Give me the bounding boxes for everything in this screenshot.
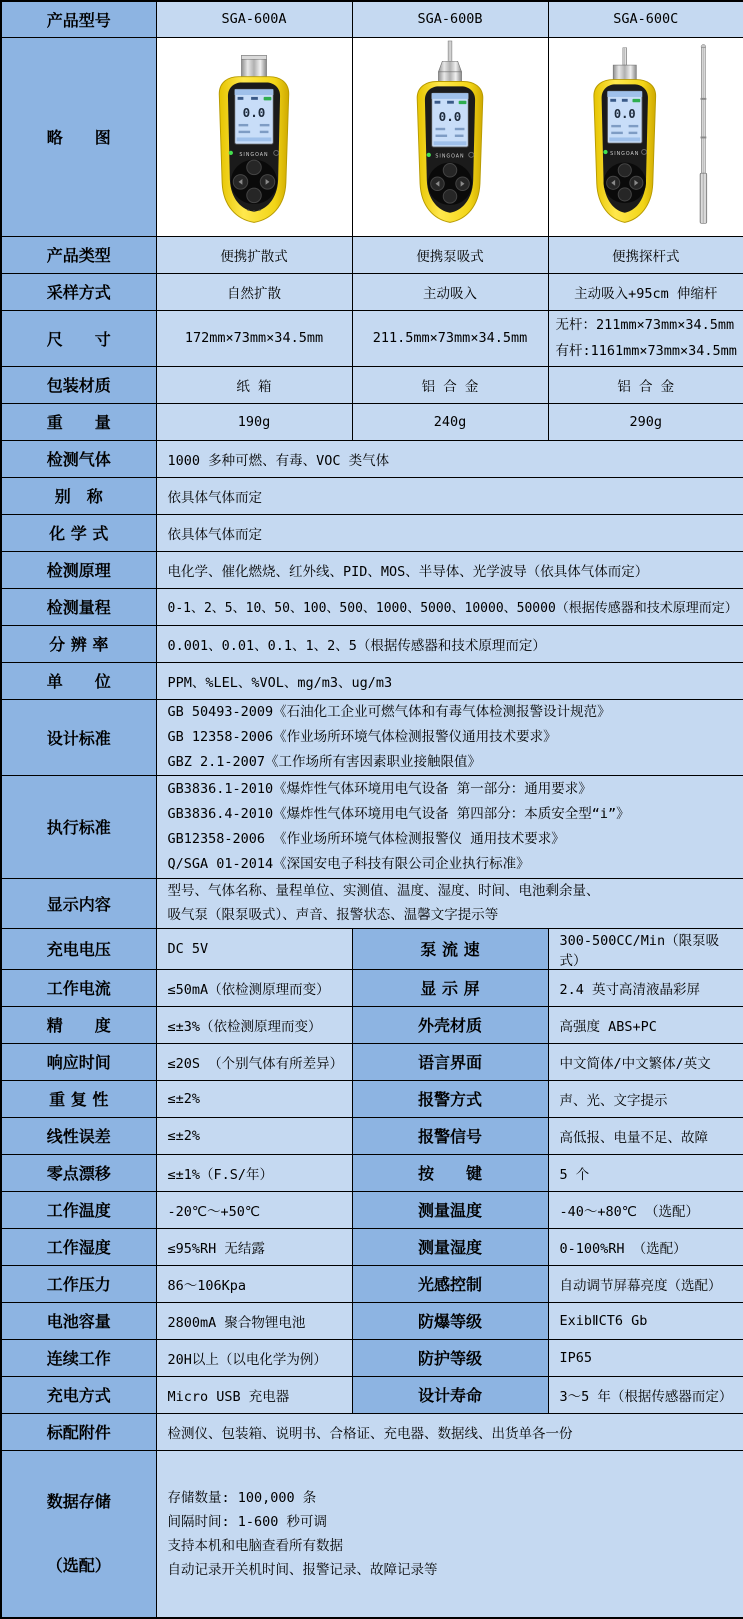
row-label: 采样方式	[1, 273, 156, 310]
screen-reading: 0.0	[242, 105, 266, 121]
spec-value-left: ≤50mA（依检测原理而变）	[156, 969, 352, 1006]
spec-label-left: 工作压力	[1, 1265, 156, 1302]
status-led	[427, 153, 431, 157]
cell-value: 0-1、2、5、10、50、100、500、1000、5000、10000、50000（根据传感器和技术原理而定）	[156, 588, 743, 625]
cell-value: 172mm×73mm×34.5mm	[156, 310, 352, 366]
table-row	[1, 1302, 743, 1339]
spec-value-left: 2800mA 聚合物锂电池	[156, 1302, 352, 1339]
row-label: 别 称	[1, 477, 156, 514]
spec-value-left: 20H以上（以电化学为例）	[156, 1339, 352, 1376]
row-label-line: （选配）	[46, 1555, 111, 1575]
table-row	[1, 1, 743, 37]
spec-value-left: ≤±3%（依检测原理而变）	[156, 1006, 352, 1043]
battery-icon	[264, 97, 272, 100]
table-row	[1, 1413, 743, 1450]
storage-line: 自动记录开关机时间、报警记录、故障记录等	[167, 1561, 438, 1578]
table-row	[1, 477, 743, 514]
pump-inlet-tube	[623, 48, 627, 65]
telescopic-probe-rod	[700, 44, 707, 223]
device-illustration-sga600c	[551, 40, 741, 233]
screen-reading: 0.0	[438, 109, 462, 125]
row-label: 检测原理	[1, 551, 156, 588]
standard-line: GB 12358-2006《作业场所环境气体检测报警仪通用技术要求》	[167, 728, 557, 745]
table-row	[1, 969, 743, 1006]
spec-value-left: ≤±1%（F.S/年）	[156, 1154, 352, 1191]
keypad-button-enter	[443, 190, 457, 204]
table-row	[1, 1450, 743, 1618]
storage-line: 支持本机和电脑查看所有数据	[167, 1537, 343, 1554]
table-row	[1, 775, 743, 878]
spec-label-right: 按 键	[352, 1154, 548, 1191]
cell-value: 0.001、0.01、0.1、1、2、5（根据传感器和技术原理而定）	[156, 625, 743, 662]
design-standards-cell	[156, 699, 743, 775]
display-content-line: 型号、气体名称、量程单位、实测值、温度、湿度、时间、电池剩余量、	[167, 883, 600, 899]
table-row	[1, 699, 743, 775]
table-row	[1, 551, 743, 588]
row-label: 尺 寸	[1, 310, 156, 366]
spec-label-right: 测量湿度	[352, 1228, 548, 1265]
spec-label-right: 报警方式	[352, 1080, 548, 1117]
keypad-button-up	[247, 160, 261, 174]
cell-value: 1000 多种可燃、有毒、VOC 类气体	[156, 440, 743, 477]
table-row	[1, 366, 743, 403]
table-row	[1, 236, 743, 273]
screen-reading: 0.0	[613, 107, 636, 122]
table-row	[1, 440, 743, 477]
cell-value: 便携探杆式	[548, 236, 743, 273]
cell-value: 便携泵吸式	[352, 236, 548, 273]
row-label: 产品类型	[1, 236, 156, 273]
row-label: 设计标准	[1, 699, 156, 775]
exec-standards-cell	[156, 775, 743, 878]
dimension-without-rod: 无杆：211mm×73mm×34.5mm	[555, 317, 735, 333]
table-row	[1, 662, 743, 699]
spec-label-right: 报警信号	[352, 1117, 548, 1154]
cell-value	[548, 310, 743, 366]
spec-label-right: 显 示 屏	[352, 969, 548, 1006]
row-label: 标配附件	[1, 1413, 156, 1450]
table-row	[1, 37, 743, 236]
spec-value-left: DC 5V	[156, 928, 352, 969]
cell-value: 290g	[548, 403, 743, 440]
table-row	[1, 273, 743, 310]
table-row	[1, 1154, 743, 1191]
spec-value-left: ≤20S （个别气体有所差异）	[156, 1043, 352, 1080]
spec-label-left: 重 复 性	[1, 1080, 156, 1117]
table-row	[1, 878, 743, 928]
spec-label-left: 零点漂移	[1, 1154, 156, 1191]
spec-value-right: 高低报、电量不足、故障	[548, 1117, 743, 1154]
table-row	[1, 310, 743, 366]
table-row	[1, 1339, 743, 1376]
table-row	[1, 1043, 743, 1080]
keypad-button-up	[618, 164, 631, 177]
standard-line: GB12358-2006 《作业场所环境气体检测报警仪 通用技术要求》	[167, 830, 565, 847]
row-label: 检测量程	[1, 588, 156, 625]
row-label-sketch: 略 图	[1, 37, 156, 236]
cell-value: 铝 合 金	[352, 366, 548, 403]
spec-value-right: ExibⅡCT6 Gb	[548, 1302, 743, 1339]
cell-value: 主动吸入+95cm 伸缩杆	[548, 273, 743, 310]
cell-value: 铝 合 金	[548, 366, 743, 403]
spec-label-right: 泵 流 速	[352, 928, 548, 969]
model-name-b: SGA-600B	[352, 1, 548, 37]
row-label-data-storage	[1, 1450, 156, 1618]
spec-value-left: -20℃～+50℃	[156, 1191, 352, 1228]
spec-label-right: 光感控制	[352, 1265, 548, 1302]
spec-value-right: IP65	[548, 1339, 743, 1376]
row-label: 重 量	[1, 403, 156, 440]
spec-label-right: 语言界面	[352, 1043, 548, 1080]
row-label-product-model: 产品型号	[1, 1, 156, 37]
standard-line: GB3836.1-2010《爆炸性气体环境用电气设备 第一部分：通用要求》	[167, 780, 592, 797]
row-label-line: 数据存储	[46, 1491, 111, 1511]
brand-label: SINGOAN	[239, 152, 269, 158]
spec-value-left: ≤95%RH 无结露	[156, 1228, 352, 1265]
spec-value-left: 86～106Kpa	[156, 1265, 352, 1302]
table-row	[1, 1376, 743, 1413]
brand-label: SINGOAN	[609, 151, 640, 157]
spec-label-left: 充电方式	[1, 1376, 156, 1413]
table-row	[1, 1191, 743, 1228]
brand-label: SINGOAN	[435, 154, 465, 160]
table-row	[1, 1228, 743, 1265]
row-label: 执行标准	[1, 775, 156, 878]
battery-icon	[459, 101, 467, 104]
product-photo-cell-a	[156, 37, 352, 236]
spec-label-left: 充电电压	[1, 928, 156, 969]
device-illustration-sga600b	[355, 40, 545, 233]
spec-value-right: 3～5 年（根据传感器而定）	[548, 1376, 743, 1413]
data-storage-cell	[156, 1450, 743, 1618]
spec-label-left: 工作温度	[1, 1191, 156, 1228]
keypad-button-enter	[247, 188, 261, 202]
cell-value: 检测仪、包装箱、说明书、合格证、充电器、数据线、出货单各一份	[156, 1413, 743, 1450]
cell-value: 240g	[352, 403, 548, 440]
cell-value: 190g	[156, 403, 352, 440]
spec-value-left: ≤±2%	[156, 1080, 352, 1117]
spec-value-right: 中文简体/中文繁体/英文	[548, 1043, 743, 1080]
cell-value: 211.5mm×73mm×34.5mm	[352, 310, 548, 366]
spec-label-right: 防护等级	[352, 1339, 548, 1376]
cell-value: 便携扩散式	[156, 236, 352, 273]
product-photo-cell-b	[352, 37, 548, 236]
spec-label-right: 外壳材质	[352, 1006, 548, 1043]
table-row	[1, 1265, 743, 1302]
spec-value-left: ≤±2%	[156, 1117, 352, 1154]
table-row	[1, 514, 743, 551]
spec-value-left: Micro USB 充电器	[156, 1376, 352, 1413]
cell-value: 主动吸入	[352, 273, 548, 310]
standard-line: GBZ 2.1-2007《工作场所有害因素职业接触限值》	[167, 753, 482, 770]
spec-value-right: 高强度 ABS+PC	[548, 1006, 743, 1043]
spec-label-left: 工作电流	[1, 969, 156, 1006]
display-content-cell	[156, 878, 743, 928]
spec-label-right: 防爆等级	[352, 1302, 548, 1339]
row-label: 检测气体	[1, 440, 156, 477]
device-main-unit	[594, 48, 656, 223]
table-row	[1, 1006, 743, 1043]
spec-value-right: 0-100%RH （选配）	[548, 1228, 743, 1265]
row-label: 单 位	[1, 662, 156, 699]
model-name-c: SGA-600C	[548, 1, 743, 37]
standard-line: Q/SGA 01-2014《深国安电子科技有限公司企业执行标准》	[167, 855, 530, 872]
storage-line: 间隔时间: 1-600 秒可调	[167, 1513, 328, 1530]
spec-value-right: 2.4 英寸高清液晶彩屏	[548, 969, 743, 1006]
spec-value-right: 自动调节屏幕亮度（选配）	[548, 1265, 743, 1302]
product-photo-cell-c	[548, 37, 743, 236]
storage-line: 存储数量: 100,000 条	[167, 1489, 317, 1506]
dimension-with-rod: 有杆:1161mm×73mm×34.5mm	[555, 343, 737, 359]
spec-label-left: 精 度	[1, 1006, 156, 1043]
standard-line: GB 50493-2009《石油化工企业可燃气体和有毒气体检测报警设计规范》	[167, 703, 611, 720]
spec-label-right: 设计寿命	[352, 1376, 548, 1413]
spec-label-left: 工作湿度	[1, 1228, 156, 1265]
spec-label-left: 响应时间	[1, 1043, 156, 1080]
table-row	[1, 1117, 743, 1154]
spec-value-right: 300-500CC/Min（限泵吸式）	[548, 928, 743, 969]
standard-line: GB3836.4-2010《爆炸性气体环境用电气设备 第四部分：本质安全型“i”》	[167, 805, 630, 822]
row-label: 显示内容	[1, 878, 156, 928]
spec-label-right: 测量温度	[352, 1191, 548, 1228]
table-row	[1, 1080, 743, 1117]
device-illustration-sga600a	[159, 40, 349, 233]
cell-value: 自然扩散	[156, 273, 352, 310]
row-label: 分 辨 率	[1, 625, 156, 662]
spec-value-right: -40～+80℃ （选配）	[548, 1191, 743, 1228]
status-led	[229, 151, 233, 155]
keypad-button-enter	[618, 188, 631, 201]
cell-value: 纸 箱	[156, 366, 352, 403]
cell-value: 电化学、催化燃烧、红外线、PID、MOS、半导体、光学波导（依具体气体而定）	[156, 551, 743, 588]
keypad-button-up	[443, 164, 457, 178]
table-row	[1, 403, 743, 440]
sensor-cap	[613, 65, 636, 81]
pump-inlet-tube	[448, 41, 452, 61]
cell-value: PPM、%LEL、%VOL、mg/m3、ug/m3	[156, 662, 743, 699]
row-label: 包装材质	[1, 366, 156, 403]
table-row	[1, 588, 743, 625]
status-led	[603, 150, 607, 154]
spec-value-right: 5 个	[548, 1154, 743, 1191]
spec-label-left: 线性误差	[1, 1117, 156, 1154]
row-label: 化 学 式	[1, 514, 156, 551]
spec-label-left: 连续工作	[1, 1339, 156, 1376]
spec-label-left: 电池容量	[1, 1302, 156, 1339]
display-content-line: 吸气泵（限泵吸式）、声音、报警状态、温馨文字提示等	[167, 907, 499, 923]
spec-value-right: 声、光、文字提示	[548, 1080, 743, 1117]
table-row	[1, 625, 743, 662]
model-name-a: SGA-600A	[156, 1, 352, 37]
table-row	[1, 928, 743, 969]
battery-icon	[632, 99, 640, 102]
cell-value: 依具体气体而定	[156, 514, 743, 551]
cell-value: 依具体气体而定	[156, 477, 743, 514]
